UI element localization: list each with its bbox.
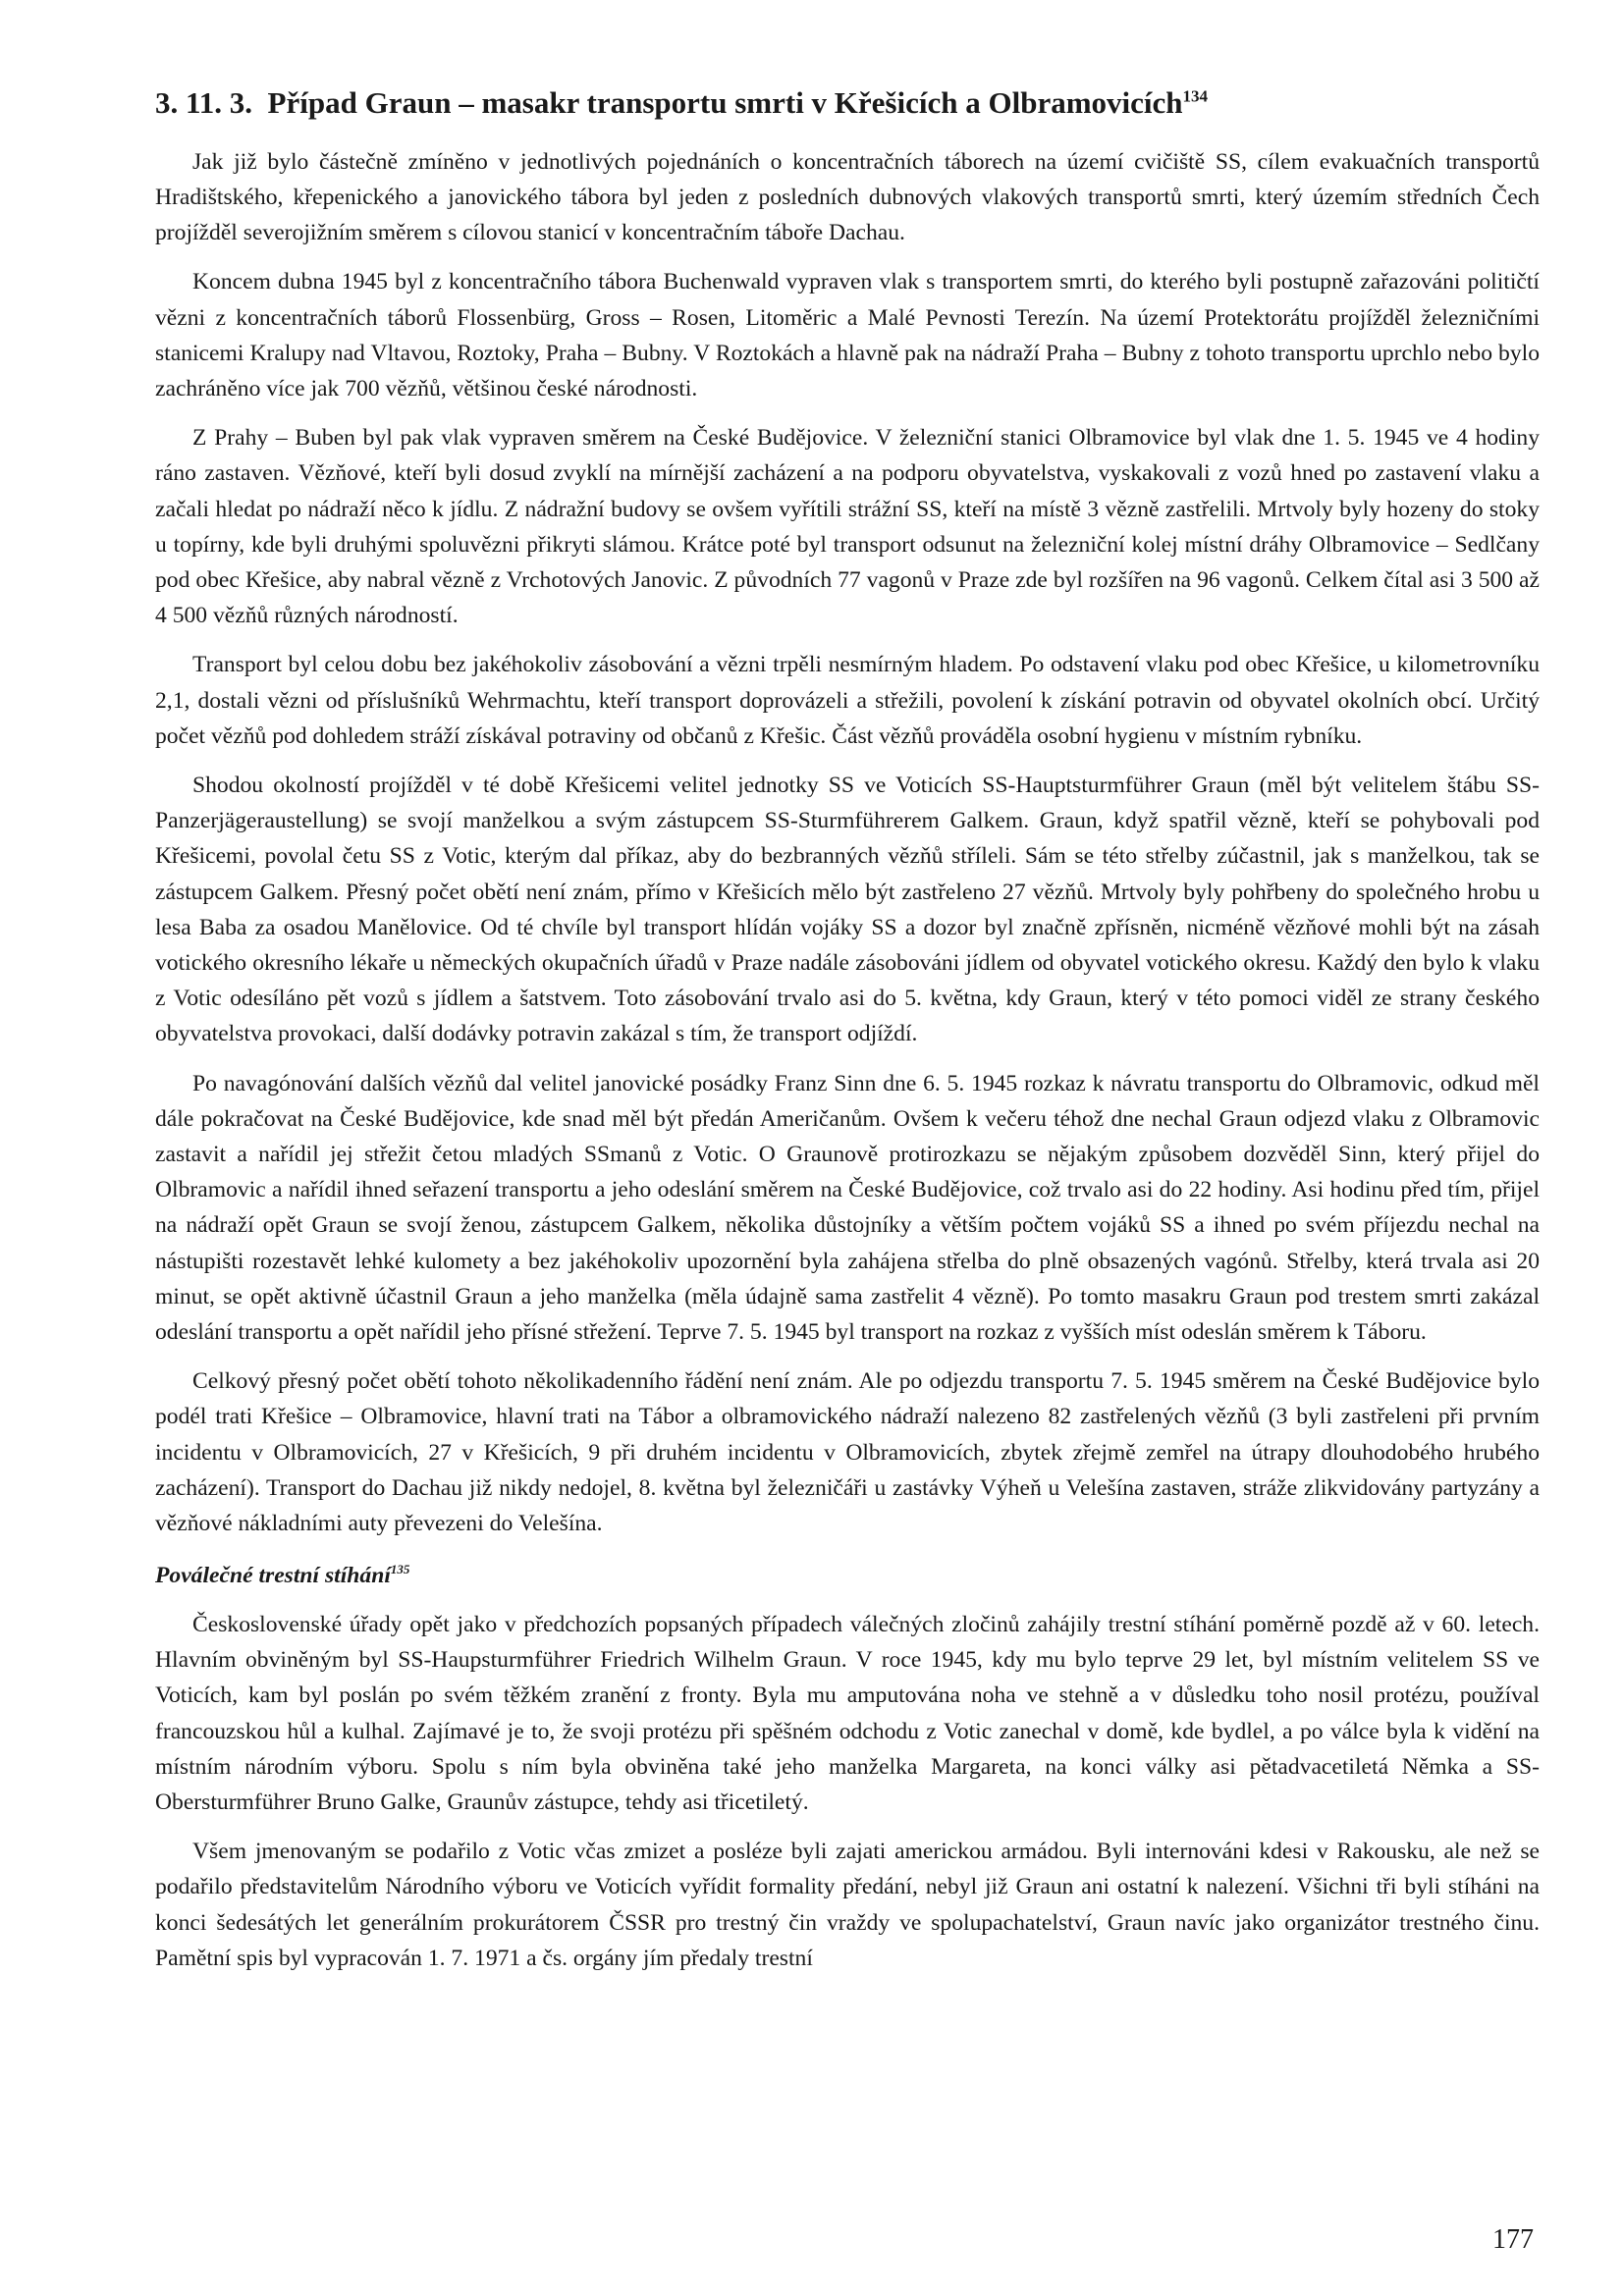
subheading-title: Poválečné trestní stíhání [155,1563,391,1589]
paragraph: Koncem dubna 1945 byl z koncentračního tábora Buchenwald vypraven vlak s transportem smrti, do kterého byli postupně zařazováni političtí vězni z koncentračních táborů Flossenbürg, Gross – Rosen, Litoměric a Malé Pevnosti Terezín. Na území Protektorátu projížděl železničními stanicemi Kralupy nad Vltavou, Roztoky, Praha – Bubny. V Roztokách a hlavně pak na nádraží Praha – Bubny z tohoto transportu uprchlo nebo bylo zachráněno více jak 700 vězňů, většinou české národnosti. [155,269,1540,401]
paragraph: Československé úřady opět jako v předchozích popsaných případech válečných zločinů zahájily trestní stíhání poměrně pozdě až v 60. letech. Hlavním obviněným byl SS-Haupsturmführer Friedrich Wilhelm Graun. V roce 1945, kdy mu bylo teprve 29 let, byl místním velitelem SS ve Voticích, kam byl poslán po svém těžkém zranění z fronty. Byla mu amputována noha ve stehně a v důsledku toho nosil protézu, používal francouzskou hůl a kulhal. Zajímavé je to, že svoji protézu při spěšném odchodu z Votic zanechal v domě, kde bydlel, a po válce byla k vidění na místním národním výboru. Spolu s ním byla obviněna také jeho manželka Margareta, na konci války asi pětadvacetiletá Němka a SS-Obersturmführer Bruno Galke, Graunův zástupce, tehdy asi třicetiletý. [155,1611,1540,1815]
footnote-ref: 134 [1182,86,1209,106]
section-number: 3. 11. 3. [155,85,253,120]
paragraph: Z Prahy – Buben byl pak vlak vypraven směrem na České Budějovice. V železniční stanici Olbramovice byl vlak dne 1. 5. 1945 ve 4 hodiny ráno zastaven. Vězňové, kteří byli dosud zvyklí na mírnější zacházení a na podporu obyvatelstva, vyskakovali z vozů hned po zastavení vlaku a začali hledat po nádraží něco k jídlu. Z nádražní budovy se ovšem vyřítili strážní SS, kteří na místě 3 vězně zastřelili. Mrtvoly byly hozeny do stoky u topírny, kde byli druhými spoluvězni přikryti slámou. Krátce poté byl transport odsunut na železniční kolej místní dráhy Olbramovice – Sedlčany pod obec Křešice, aby nabral vězně z Vrchotových Janovic. Z původních 77 vagonů v Praze zde byl rozšířen na 96 vagonů. Celkem čítal asi 3 500 až 4 500 vězňů různých národností. [155,425,1540,629]
paragraph: Po navagónování dalších vězňů dal velitel janovické posádky Franz Sinn dne 6. 5. 1945 rozkaz k návratu transportu do Olbramovic, odkud měl dále pokračovat na České Budějovice, kde snad měl být předán Američanům. Ovšem k večeru téhož dne nechal Graun odjezd vlaku z Olbramovic zastavit a nařídil jej střežit četou mladých SSmanů z Votic. O Graunově protirozkazu se nějakým způsobem dozvěděl Sinn, který přijel do Olbramovic a nařídil ihned seřazení transportu a jeho odeslání směrem na České Budějovice, což trvalo asi do 22 hodiny. Asi hodinu před tím, přijel na nádraží opět Graun se svojí ženou, zástupcem Galkem, několika důstojníky a větším počtem vojáků SS a ihned po svém příjezdu nechal na nástupišti rozestavět lehké kulomety a bez jakéhokoliv upozornění byla zahájena střelba do plně obsazených vagónů. Střelby, která trvala asi 20 minut, se opět aktivně účastnil Graun a jeho manželka (měla údajně sama zastřelit 4 vězně). Po tomto masakru Graun pod trestem smrti zakázal odeslání transportu a opět nařídil jeho přísné střežení. Teprve 7. 5. 1945 byl transport na rozkaz z vyšších míst odeslán směrem k Táboru. [155,1070,1540,1346]
paragraph: Všem jmenovaným se podařilo z Votic včas zmizet a posléze byli zajati americkou armádou. Byli internováni kdesi v Rakousku, ale než se podařilo představitelům Národního výboru ve Voticích vyřídit formality předání, nebyl již Graun ani ostatní k nalezení. Všichni tři byli stíháni na konci šedesátých let generálním prokurátorem ČSSR pro trestný čin vraždy ve spolupachatelství, Graun navíc jako organizátor trestného činu. Pamětní spis byl vypracován 1. 7. 1971 a čs. orgány jím předaly trestní [155,1839,1540,1971]
paragraph: Celkový přesný počet obětí tohoto několikadenního řádění není znám. Ale po odjezdu transportu 7. 5. 1945 směrem na České Budějovice bylo podél trati Křešice – Olbramovice, hlavní trati na Tábor a olbramovického nádraží nalezeno 82 zastřelených vězňů (3 byli zastřeleni při prvním incidentu v Olbramovicích, 27 v Křešicích, 9 při druhém incidentu v Olbramovicích, zbytek zřejmě zemřel na útrapy dlouhodobého hrubého zacházení). Transport do Dachau již nikdy nedojel, 8. května byl železničáři u zastávky Výheň u Velešína zastaven, stráže zlikvidovány partyzány a vězňové nákladními auty převezeni do Velešína. [155,1368,1540,1537]
paragraph: Jak již bylo částečně zmíněno v jednotlivých pojednáních o koncentračních táborech na území cvičiště SS, cílem evakuačních transportů Hradištského, křepenického a janovického tábora byl jeden z posledních dubnových vlakových transportů smrti, který územím středních Čech projížděl severojižním směrem s cílovou stanicí v koncentračním táboře Dachau. [155,148,1540,246]
section-title: Případ Graun – masakr transportu smrti v Křešicích a Olbramovicích [267,85,1183,120]
page-body [155,84,1540,1990]
footnote-ref: 135 [390,1562,410,1577]
section-heading [155,84,1540,123]
subheading [155,1561,1540,1591]
paragraph: Shodou okolností projížděl v té době Křešicemi velitel jednotky SS ve Voticích SS-Hauptsturmführer Graun (měl být velitelem štábu SS-Panzerjägeraustellung) se svojí manželkou a svým zástupcem SS-Sturmführerem Galkem. Graun, když spatřil vězně, kteří se pohybovali pod Křešicemi, povolal četu SS z Votic, kterým dal příkaz, aby do bezbranných vězňů stříleli. Sám se této střelby zúčastnil, jak s manželkou, tak se zástupcem Galkem. Přesný počet obětí není znám, přímo v Křešicích mělo být zastřeleno 27 vězňů. Mrtvoly byly pohřbeny do společného hrobu u lesa Baba za osadou Manělovice. Od té chvíle byl transport hlídán vojáky SS a dozor byl značně zpřísněn, nicméně vězňové mohli být na zásah votického okresního lékaře u německých okupačních úřadů v Praze nadále zásobováni jídlem od obyvatel votického okresu. Každý den bylo k vlaku z Votic odesíláno pět vozů s jídlem a šatstvem. Toto zásobování trvalo asi do 5. května, kdy Graun, který v této pomoci viděl ze strany českého obyvatelstva provokaci, další dodávky potravin zakázal s tím, že transport odjíždí. [155,773,1540,1047]
page-number: 177 [1492,2224,1534,2255]
paragraph: Transport byl celou dobu bez jakéhokoliv zásobování a vězni trpěli nesmírným hladem. Po odstavení vlaku pod obec Křešice, u kilometrovníku 2,1, dostali vězni od příslušníků Wehrmachtu, kteří transport doprovázeli a střežili, povolení k získání potravin od obyvatel okolních obcí. Určitý počet vězňů pod dohledem stráží získával potraviny od občanů z Křešic. Část vězňů prováděla osobní hygienu v místním rybníku. [155,652,1540,749]
